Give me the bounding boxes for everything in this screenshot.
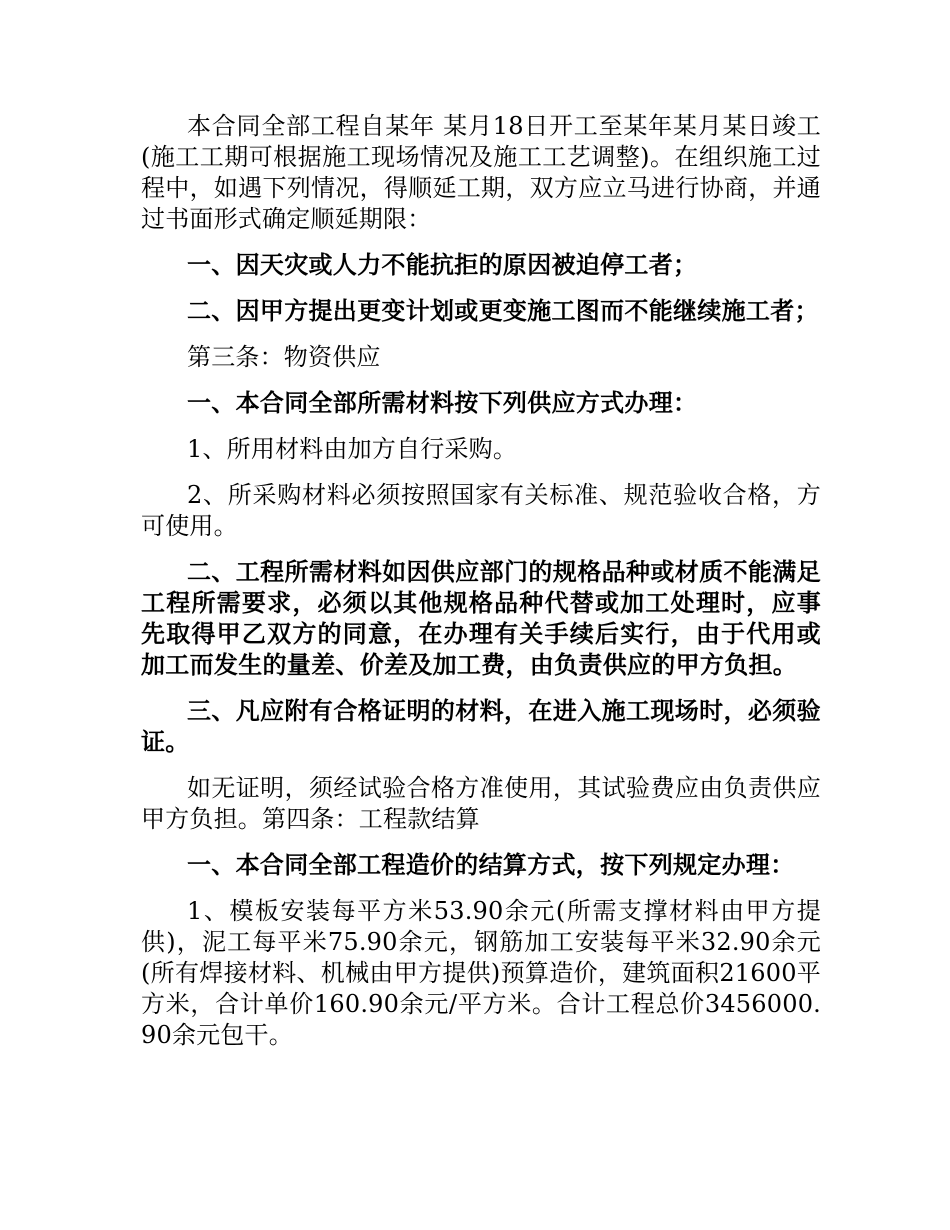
paragraph-supply-1-item-2: 2、所采购材料必须按照国家有关标准、规范验收合格，方可使用。	[141, 481, 821, 540]
paragraph-supply-1-item-1: 1、所用材料由加方自行采购。	[187, 435, 518, 463]
paragraph-certification: 如无证明，须经试验合格方准使用，其试验费应由负责供应甲方负担。第四条：工程款结算	[141, 774, 821, 833]
paragraph-schedule: 本合同全部工程自某年 某月18日开工至某年某月某日竣工(施工工期可根据施工现场情况及施工工艺调整)。在组织施工过程中，如遇下列情况，得顺延工期，双方应立马进行协商，并通过书面形式确定顺延期限：	[141, 112, 821, 233]
paragraph-clause-2: 二、因甲方提出更变计划或更变施工图而不能继续施工者；	[187, 297, 819, 325]
paragraph-supply-3: 三、凡应附有合格证明的材料，在进入施工现场时，必须验证。	[141, 697, 821, 756]
paragraph-clause-1: 一、因天灾或人力不能抗拒的原因被迫停工者；	[187, 251, 698, 279]
section-heading-article-3: 第三条：物资供应	[187, 343, 381, 371]
document-body	[141, 111, 821, 1066]
paragraph-settlement-1-item-1: 1、模板安装每平方米53.90余元(所需支撑材料由甲方提供)，泥工每平米75.90余元，钢筋加工安装每平米32.90余元(所有焊接材料、机械由甲方提供)预算造价，建筑面积21600平方米，合计单价160.90余元/平方米。合计工程总价3456000.90余元包干。	[141, 897, 821, 1049]
paragraph-settlement-1: 一、本合同全部工程造价的结算方式，按下列规定办理：	[187, 851, 795, 879]
paragraph-supply-2: 二、工程所需材料如因供应部门的规格品种或材质不能满足工程所需要求，必须以其他规格品种代替或加工处理时，应事先取得甲乙双方的同意，在办理有关手续后实行，由于代用或加工而发生的量差、价差及加工费，由负责供应的甲方负担。	[141, 558, 821, 679]
paragraph-supply-1: 一、本合同全部所需材料按下列供应方式办理：	[187, 389, 698, 417]
